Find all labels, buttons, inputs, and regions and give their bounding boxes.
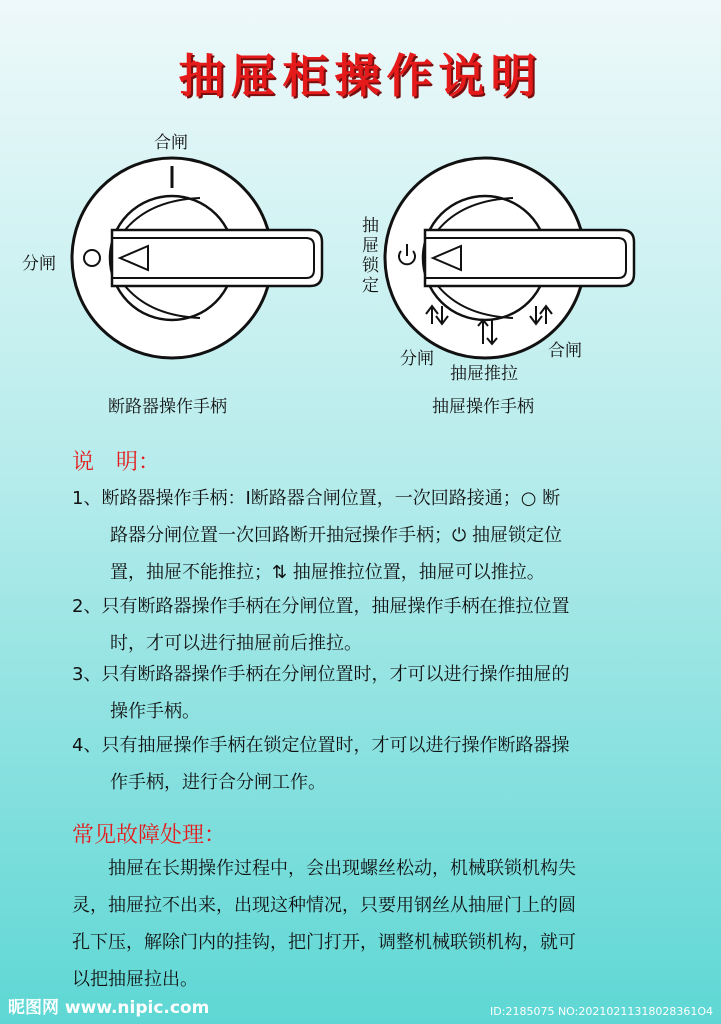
fault-paragraph [72, 850, 672, 998]
item-line: 作手柄，进行合分闸工作。 [110, 772, 326, 793]
item-line: 置，抽屉不能推拉；⇅ 抽屉推拉位置，抽屉可以推拉。 [110, 562, 545, 583]
item-line: 1、断路器操作手柄：Ⅰ断路器合闸位置，一次回路接通；○ 断 [72, 488, 561, 509]
label-lock-char: 锁 [362, 256, 379, 276]
item-line: 操作手柄。 [110, 701, 200, 722]
explain-item [72, 480, 672, 591]
label-close-left: 合闸 [154, 133, 188, 153]
label-push-pull: 抽屉推拉 [450, 364, 518, 384]
watermark-logo: 昵图网 www.nipic.com [8, 998, 210, 1018]
item-line: 4、只有抽屉操作手柄在锁定位置时，才可以进行操作断路器操 [72, 735, 570, 756]
breaker-handle-diagram [72, 158, 322, 358]
fault-line: 灵，抽屉拉不出来，出现这种情况，只要用钢丝从抽屉门上的圆 [72, 895, 576, 916]
label-lock [362, 216, 382, 296]
label-close-right: 合闸 [548, 341, 582, 361]
handle-diagrams [0, 110, 721, 380]
label-lock-char: 定 [362, 276, 379, 296]
explain-heading: 说 明： [72, 450, 161, 475]
item-line: 3、只有断路器操作手柄在分闸位置时，才可以进行操作抽屉的 [72, 664, 570, 685]
fault-line: 孔下压，解除门内的挂钩，把门打开，调整机械联锁机构，就可 [72, 932, 576, 953]
item-line: 2、只有断路器操作手柄在分闸位置，抽屉操作手柄在推拉位置 [72, 596, 570, 617]
watermark-id: ID:2185075 NO:20210211318028361O4 [490, 1005, 713, 1018]
fault-line: 以把抽屉拉出。 [72, 969, 198, 990]
explain-item [72, 588, 672, 662]
item-line: 路器分闸位置一次回路断开抽冠操作手柄；⏻ 抽屉锁定位 [110, 525, 562, 546]
drawer-handle-diagram [385, 158, 634, 358]
fault-line: 抽屉在长期操作过程中，会出现螺丝松动，机械联锁机构失 [72, 858, 576, 879]
caption-breaker-handle: 断路器操作手柄 [108, 397, 227, 417]
label-open-left: 分闸 [22, 254, 56, 274]
label-lock-char: 抽 [362, 216, 379, 236]
explain-item [72, 727, 672, 801]
fault-heading: 常见故障处理： [72, 823, 227, 848]
page-title: 抽屉柜操作说明 [178, 49, 543, 103]
item-line: 时，才可以进行抽屉前后推拉。 [110, 633, 362, 654]
label-open-right: 分闸 [400, 349, 434, 369]
label-lock-char: 屉 [362, 236, 379, 256]
explain-item [72, 656, 672, 730]
caption-drawer-handle: 抽屉操作手柄 [432, 397, 534, 417]
